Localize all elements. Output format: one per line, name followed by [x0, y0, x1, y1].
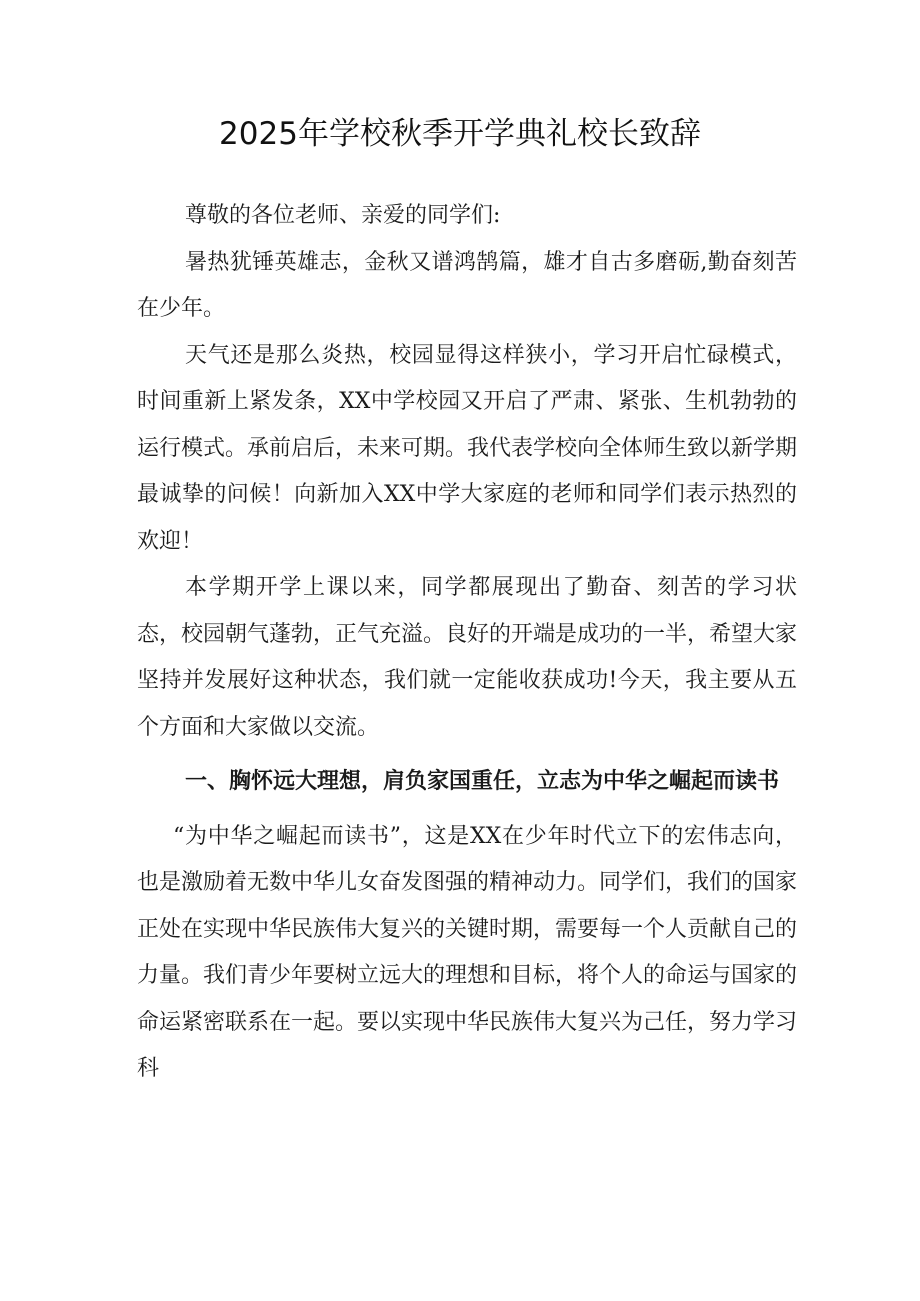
document-body: [137, 193, 797, 1093]
section-heading-1: 一、胸怀远大理想，肩负家国重任，立志为中华之崛起而读书: [185, 769, 780, 794]
document-title: 2025年学校秋季开学典礼校长致辞: [219, 116, 701, 152]
paragraph-weather: 天气还是那么炎热，校园显得这样狭小，学习开启忙碌模式，时间重新上紧发条，XX中学校园又开启了严肃、紧张、生机勃勃的运行模式。承前启后，未来可期。我代表学校向全体师生致以新学期最诚挚的问候！向新加入XX中学大家庭的老师和同学们表示热烈的欢迎！: [137, 342, 798, 554]
section-paragraph-1: “为中华之崛起而读书”，这是XX在少年时代立下的宏伟志向，也是激励着无数中华儿女奋发图强的精神动力。同学们，我们的国家正处在实现中华民族伟大复兴的关键时期，需要每一个人贡献自己的力量。我们青少年要树立远大的理想和目标，将个人的命运与国家的命运紧密联系在一起。要以实现中华民族伟大复兴为己任，努力学习科: [137, 823, 798, 1081]
paragraph-semester: 本学期开学上课以来，同学都展现出了勤奋、刻苦的学习状态，校园朝气蓬勃，正气充溢。良好的开端是成功的一半，希望大家坚持并发展好这种状态，我们就一定能收获成功!今天，我主要从五个方面和大家做以交流。: [137, 575, 798, 740]
salutation: 尊敬的各位老师、亲爱的同学们:: [185, 203, 501, 228]
paragraph-opening-verse: 暑热犹锤英雄志，金秋又谱鸿鹄篇，雄才自古多磨砺,勤奋刻苦在少年。: [137, 249, 797, 321]
